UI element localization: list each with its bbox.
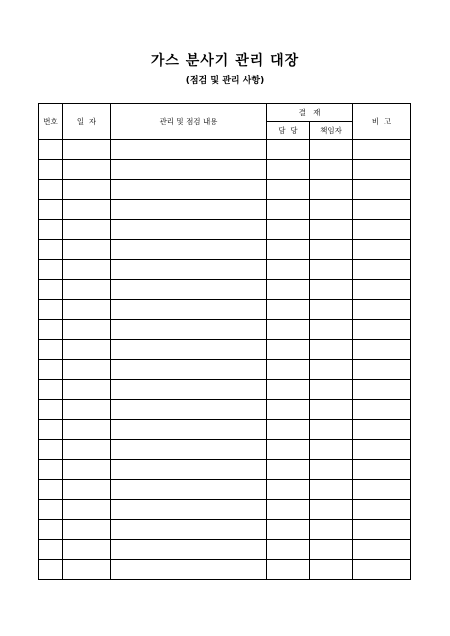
cell-staff-signature [267,360,310,380]
cell-manager-signature [310,300,353,320]
cell-remarks [353,400,411,420]
cell-manager-signature [310,240,353,260]
table-row [39,460,411,480]
cell-date [63,260,111,280]
cell-content [111,220,267,240]
cell-content [111,400,267,420]
cell-staff-signature [267,140,310,160]
cell-number [39,360,63,380]
cell-remarks [353,240,411,260]
cell-manager-signature [310,520,353,540]
document-subtitle: (점검 및 관리 사항) [185,76,265,86]
cell-number [39,560,63,580]
cell-remarks [353,320,411,340]
cell-manager-signature [310,140,353,160]
cell-content [111,200,267,220]
cell-remarks [353,360,411,380]
cell-number [39,220,63,240]
cell-staff-signature [267,160,310,180]
table-row [39,240,411,260]
cell-date [63,420,111,440]
cell-number [39,180,63,200]
header-content: 관리 및 점검 내용 [111,104,267,140]
cell-content [111,260,267,280]
cell-remarks [353,520,411,540]
table-row [39,420,411,440]
cell-staff-signature [267,260,310,280]
cell-manager-signature [310,360,353,380]
cell-manager-signature [310,340,353,360]
table-row [39,140,411,160]
cell-remarks [353,340,411,360]
cell-staff-signature [267,240,310,260]
cell-manager-signature [310,560,353,580]
cell-date [63,520,111,540]
cell-manager-signature [310,280,353,300]
cell-remarks [353,300,411,320]
cell-number [39,400,63,420]
cell-number [39,540,63,560]
cell-remarks [353,540,411,560]
cell-content [111,240,267,260]
cell-remarks [353,480,411,500]
cell-manager-signature [310,420,353,440]
cell-staff-signature [267,400,310,420]
cell-content [111,540,267,560]
cell-manager-signature [310,160,353,180]
table-row [39,540,411,560]
cell-staff-signature [267,340,310,360]
cell-number [39,520,63,540]
cell-remarks [353,500,411,520]
cell-content [111,180,267,200]
cell-staff-signature [267,420,310,440]
cell-content [111,160,267,180]
table-row [39,320,411,340]
cell-staff-signature [267,460,310,480]
cell-remarks [353,160,411,180]
cell-content [111,560,267,580]
cell-remarks [353,260,411,280]
table-row [39,300,411,320]
cell-remarks [353,200,411,220]
cell-content [111,420,267,440]
table-row [39,340,411,360]
cell-staff-signature [267,380,310,400]
cell-remarks [353,380,411,400]
cell-staff-signature [267,300,310,320]
cell-date [63,180,111,200]
cell-date [63,200,111,220]
cell-date [63,540,111,560]
table-row [39,560,411,580]
cell-manager-signature [310,180,353,200]
cell-number [39,460,63,480]
header-approval-manager: 책임자 [310,122,353,140]
cell-staff-signature [267,440,310,460]
cell-manager-signature [310,380,353,400]
table-row [39,500,411,520]
cell-content [111,300,267,320]
document-title: 가스 분사기 관리 대장 [150,53,300,69]
header-approval-staff: 담 당 [267,122,310,140]
cell-date [63,140,111,160]
cell-number [39,200,63,220]
cell-staff-signature [267,520,310,540]
cell-date [63,280,111,300]
cell-staff-signature [267,560,310,580]
cell-manager-signature [310,460,353,480]
cell-manager-signature [310,440,353,460]
cell-date [63,340,111,360]
cell-content [111,440,267,460]
cell-number [39,500,63,520]
cell-date [63,480,111,500]
cell-number [39,480,63,500]
cell-content [111,140,267,160]
cell-number [39,340,63,360]
cell-content [111,320,267,340]
cell-staff-signature [267,180,310,200]
cell-staff-signature [267,540,310,560]
table-row [39,440,411,460]
cell-number [39,140,63,160]
cell-date [63,500,111,520]
cell-number [39,260,63,280]
table-row [39,200,411,220]
cell-number [39,280,63,300]
cell-staff-signature [267,280,310,300]
cell-date [63,400,111,420]
cell-date [63,380,111,400]
cell-remarks [353,460,411,480]
cell-manager-signature [310,480,353,500]
cell-number [39,420,63,440]
cell-remarks [353,560,411,580]
cell-content [111,280,267,300]
cell-manager-signature [310,220,353,240]
cell-number [39,440,63,460]
table-row [39,160,411,180]
cell-date [63,560,111,580]
cell-staff-signature [267,320,310,340]
cell-date [63,320,111,340]
header-approval: 결 재 [267,104,353,122]
cell-manager-signature [310,200,353,220]
table-row [39,280,411,300]
cell-staff-signature [267,200,310,220]
cell-date [63,300,111,320]
cell-staff-signature [267,500,310,520]
header-number: 번호 [39,104,63,140]
cell-manager-signature [310,540,353,560]
cell-number [39,320,63,340]
table-row [39,400,411,420]
cell-number [39,300,63,320]
table-row [39,220,411,240]
cell-content [111,380,267,400]
table-row [39,180,411,200]
management-ledger-table [38,103,411,580]
cell-remarks [353,140,411,160]
table-body [39,140,411,580]
cell-date [63,240,111,260]
cell-remarks [353,180,411,200]
table-row [39,260,411,280]
cell-staff-signature [267,480,310,500]
header-remarks: 비 고 [353,104,411,140]
cell-remarks [353,280,411,300]
cell-remarks [353,420,411,440]
cell-content [111,460,267,480]
cell-date [63,460,111,480]
cell-content [111,500,267,520]
table-header [39,104,411,140]
table-row [39,520,411,540]
cell-number [39,240,63,260]
cell-date [63,160,111,180]
header-date: 일 자 [63,104,111,140]
cell-number [39,160,63,180]
cell-date [63,440,111,460]
cell-content [111,520,267,540]
cell-remarks [353,220,411,240]
cell-manager-signature [310,320,353,340]
cell-staff-signature [267,220,310,240]
cell-content [111,360,267,380]
cell-manager-signature [310,500,353,520]
cell-remarks [353,440,411,460]
cell-date [63,360,111,380]
cell-date [63,220,111,240]
cell-manager-signature [310,400,353,420]
cell-content [111,340,267,360]
table-row [39,480,411,500]
cell-content [111,480,267,500]
cell-manager-signature [310,260,353,280]
table-row [39,360,411,380]
table-row [39,380,411,400]
cell-number [39,380,63,400]
